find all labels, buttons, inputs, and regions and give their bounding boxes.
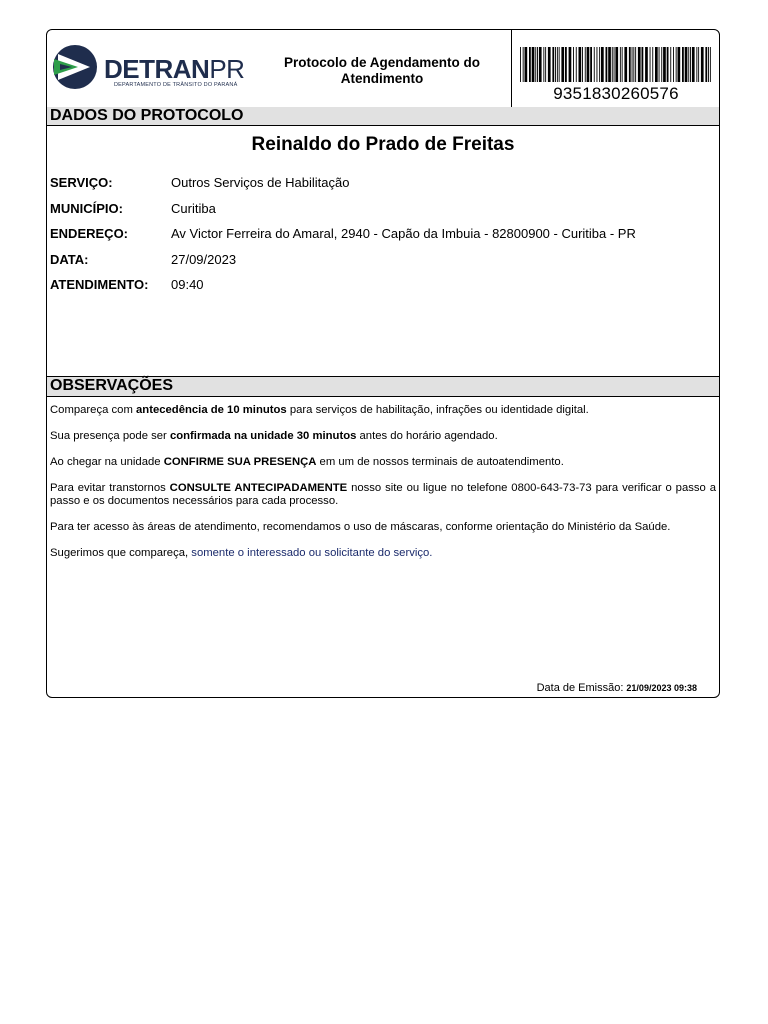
field-servico (50, 175, 715, 201)
barcode-bar (678, 47, 681, 82)
barcode (520, 47, 712, 82)
field-label: MUNICÍPIO: (50, 200, 123, 216)
barcode-bar (590, 47, 592, 82)
field-label: ENDEREÇO: (50, 226, 129, 241)
barcode-bar (525, 47, 528, 82)
barcode-bar (552, 47, 554, 82)
barcode-bar (585, 47, 586, 82)
barcode-bar (696, 47, 697, 82)
barcode-bar (545, 47, 546, 82)
field-data (50, 252, 715, 278)
barcode-bar (573, 47, 574, 82)
barcode-bar (708, 47, 709, 82)
barcode-bar (601, 47, 604, 82)
barcode-bar (559, 47, 560, 82)
barcode-bar (569, 47, 572, 82)
detran-logo-icon (52, 42, 100, 92)
barcode-bar (565, 47, 567, 82)
barcode-bar (692, 47, 695, 82)
barcode-bar (539, 47, 542, 82)
section-dados-title: DADOS DO PROTOCOLO (47, 107, 719, 126)
barcode-bar (632, 47, 633, 82)
barcode-bar (520, 47, 521, 82)
barcode-bar (597, 47, 598, 82)
section-observacoes-title: OBSERVAÇÕES (47, 376, 719, 397)
barcode-bar (624, 47, 627, 82)
logo-brand-text: DETRANPR (104, 54, 245, 84)
barcode-bar (663, 47, 666, 82)
barcode-box (511, 30, 720, 107)
barcode-bar (532, 47, 535, 82)
field-value: Curitiba (171, 200, 216, 216)
barcode-bar (557, 47, 558, 82)
emission-label: Data de Emissão: (536, 682, 624, 694)
barcode-bar (682, 47, 684, 82)
barcode-bar (548, 47, 551, 82)
field-value: 27/09/2023 (171, 251, 237, 267)
barcode-bar (710, 47, 711, 82)
field-value: 09:40 (171, 277, 204, 292)
barcode-bar (535, 47, 536, 82)
barcode-bar (615, 47, 618, 82)
logo-subtitle: DEPARTAMENTO DE TRÂNSITO DO PARANÁ (114, 82, 238, 88)
barcode-bar (594, 47, 595, 82)
barcode-bar (673, 47, 674, 82)
obs-paragraph-5: Para ter acesso às áreas de atendimento, recomendamos o uso de máscaras, conforme orientação do Ministério da Saúde. (50, 521, 671, 533)
field-endereco (50, 226, 715, 252)
field-municipio (50, 201, 715, 227)
barcode-bar (688, 47, 689, 82)
barcode-number: 9351830260576 (553, 84, 679, 103)
barcode-bar (645, 47, 648, 82)
obs-paragraph-4: Para evitar transtornos CONSULTE ANTECIPADAMENTE nosso site ou ligue no telefone 0800-643-73-73 para verificar o passo a passo e os documentos necessários para cada processo. (50, 482, 716, 507)
detran-logo (52, 42, 252, 94)
barcode-bar (620, 47, 621, 82)
barcode-bar (705, 47, 707, 82)
field-atendimento (50, 277, 715, 303)
barcode-bar (555, 47, 556, 82)
person-name: Reinaldo do Prado de Freitas (251, 134, 515, 155)
barcode-bar (561, 47, 564, 82)
barcode-bar (638, 47, 641, 82)
document-header (47, 30, 719, 108)
field-value: Av Victor Ferreira do Amaral, 2940 - Capão da Imbuia - 82800900 - Curitiba - PR (171, 226, 636, 241)
barcode-bar (608, 47, 611, 82)
barcode-bar (676, 47, 677, 82)
barcode-bar (670, 47, 671, 82)
protocol-fields (50, 175, 715, 303)
barcode-bar (685, 47, 688, 82)
field-label: DATA: (50, 251, 89, 267)
barcode-bar (582, 47, 583, 82)
barcode-bar (701, 47, 704, 82)
barcode-bar (642, 47, 644, 82)
field-label: SERVIÇO: (50, 175, 113, 190)
barcode-bar (635, 47, 636, 82)
barcode-bar (587, 47, 590, 82)
barcode-bar (622, 47, 623, 82)
barcode-bar (629, 47, 631, 82)
field-value: Outros Serviços de Habilitação (171, 175, 350, 190)
barcode-bar (650, 47, 651, 82)
barcode-bar (690, 47, 691, 82)
obs-paragraph-3: Ao chegar na unidade CONFIRME SUA PRESENÇA em um de nossos terminais de autoatendimento. (50, 456, 564, 468)
barcode-bar (655, 47, 658, 82)
barcode-bar (523, 47, 524, 82)
barcode-bar (576, 47, 577, 82)
barcode-bar (537, 47, 538, 82)
barcode-bar (612, 47, 613, 82)
barcode-bar (543, 47, 544, 82)
barcode-bar (659, 47, 660, 82)
barcode-bar (661, 47, 662, 82)
barcode-bar (606, 47, 608, 82)
field-label: ATENDIMENTO: (50, 277, 149, 292)
protocol-document (46, 29, 720, 698)
barcode-bar (652, 47, 653, 82)
barcode-bar (633, 47, 634, 82)
obs-paragraph-1: Compareça com antecedência de 10 minutos para serviços de habilitação, infrações ou identidade digital. (50, 404, 589, 416)
emission-date (537, 682, 697, 694)
obs-paragraph-2: Sua presença pode ser confirmada na unidade 30 minutos antes do horário agendado. (50, 430, 498, 442)
obs-paragraph-6: Sugerimos que compareça, somente o interessado ou solicitante do serviço. (50, 547, 433, 559)
emission-value: 21/09/2023 09:38 (626, 683, 697, 693)
barcode-bar (529, 47, 531, 82)
barcode-bar (698, 47, 699, 82)
observacoes-text (50, 404, 716, 573)
document-title: Protocolo de Agendamento do Atendimento (283, 55, 480, 86)
barcode-bar (599, 47, 600, 82)
barcode-bar (614, 47, 615, 82)
barcode-bar (667, 47, 669, 82)
barcode-bar (579, 47, 582, 82)
